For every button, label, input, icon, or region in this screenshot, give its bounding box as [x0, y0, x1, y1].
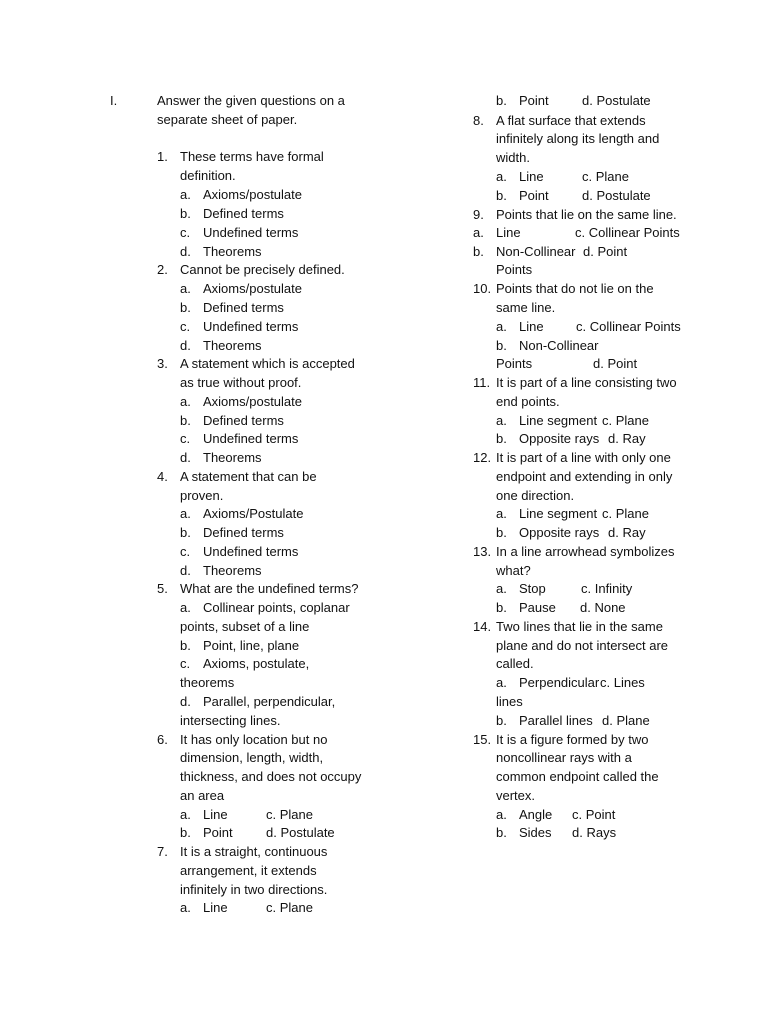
choice-letter: d.: [180, 450, 191, 465]
question-number: 14.: [473, 619, 492, 634]
left-column-line: definition.: [180, 168, 236, 183]
right-column-line: Two lines that lie in the same: [496, 619, 663, 634]
right-column-line: Point: [519, 93, 549, 108]
left-column-line: intersecting lines.: [180, 713, 281, 728]
right-column-line: Line: [519, 169, 544, 184]
right-column-line: A flat surface that extends: [496, 113, 646, 128]
right-column-line: Stop: [519, 581, 546, 596]
left-column-line: Undefined terms: [203, 319, 299, 334]
left-column-line: thickness, and does not occupy: [180, 769, 362, 784]
choice-letter: a.: [496, 807, 507, 822]
right-column-line: called.: [496, 656, 534, 671]
right-column-line: lines: [496, 694, 523, 709]
left-column-line: Defined terms: [203, 525, 284, 540]
left-column-line: dimension, length, width,: [180, 750, 324, 765]
question-number: 12.: [473, 450, 492, 465]
inline-choice: d. Postulate: [582, 188, 651, 203]
choice-letter: a.: [496, 581, 507, 596]
left-column-line: proven.: [180, 488, 224, 503]
choice-letter: b.: [180, 825, 191, 840]
left-column-line: Defined terms: [203, 206, 284, 221]
left-column-line: points, subset of a line: [180, 619, 310, 634]
choice-letter: a.: [180, 807, 191, 822]
right-column-line: It is part of a line with only one: [496, 450, 671, 465]
inline-choice: c. Plane: [582, 169, 629, 184]
inline-choice: d. Postulate: [582, 93, 651, 108]
left-column-line: Theorems: [203, 244, 262, 259]
choice-letter: a.: [496, 169, 507, 184]
choice-letter: a.: [473, 225, 484, 240]
choice-letter: b.: [473, 244, 484, 259]
inline-choice: d. Ray: [608, 525, 646, 540]
question-number: 3.: [157, 356, 168, 371]
choice-letter: b.: [180, 300, 191, 315]
choice-letter: d.: [180, 338, 191, 353]
choice-letter: b.: [496, 188, 507, 203]
left-column-line: These terms have formal: [180, 149, 324, 164]
inline-choice: c. Lines: [600, 675, 645, 690]
choice-letter: b.: [496, 431, 507, 446]
inline-choice: d. Ray: [608, 431, 646, 446]
left-column-line: Line: [203, 807, 228, 822]
right-column-line: Points: [496, 356, 533, 371]
right-column-line: Line: [519, 319, 544, 334]
right-column-line: Opposite rays: [519, 525, 600, 540]
choice-letter: b.: [496, 713, 507, 728]
choice-letter: b.: [180, 206, 191, 221]
left-column-line: Collinear points, coplanar: [203, 600, 350, 615]
choice-letter: b.: [180, 413, 191, 428]
left-column-line: Theorems: [203, 563, 262, 578]
left-column-line: Theorems: [203, 450, 262, 465]
inline-choice: d. Postulate: [266, 825, 335, 840]
choice-letter: d.: [180, 244, 191, 259]
left-column-line: Axioms, postulate,: [203, 656, 310, 671]
left-column-line: It is a straight, continuous: [180, 844, 328, 859]
right-column-line: Pause: [519, 600, 556, 615]
inline-choice: c. Collinear Points: [576, 319, 681, 334]
right-column-line: vertex.: [496, 788, 536, 803]
inline-choice: c. Plane: [266, 900, 313, 915]
left-column-line: Axioms/postulate: [203, 187, 302, 202]
choice-letter: c.: [180, 319, 191, 334]
right-column-line: width.: [496, 150, 530, 165]
question-number: 5.: [157, 581, 168, 596]
left-column-line: Undefined terms: [203, 544, 299, 559]
instruction-line-2: separate sheet of paper.: [157, 112, 298, 127]
right-column-line: Non-Collinear: [496, 244, 576, 259]
right-column-line: Opposite rays: [519, 431, 600, 446]
right-column-line: Points that lie on the same line.: [496, 207, 677, 222]
left-column-line: Theorems: [203, 338, 262, 353]
choice-letter: a.: [180, 600, 191, 615]
section-numeral: I.: [110, 93, 118, 108]
left-column-line: infinitely in two directions.: [180, 882, 328, 897]
left-column-line: Point: [203, 825, 233, 840]
right-column-line: infinitely along its length and: [496, 131, 660, 146]
question-number: 6.: [157, 732, 168, 747]
left-column-line: Axioms/Postulate: [203, 506, 304, 521]
question-number: 13.: [473, 544, 492, 559]
right-column-line: In a line arrowhead symbolizes: [496, 544, 675, 559]
right-column-line: endpoint and extending in only: [496, 469, 673, 484]
right-column-line: noncollinear rays with a: [496, 750, 632, 765]
instruction-line-1: Answer the given questions on a: [157, 93, 345, 108]
left-column-line: A statement that can be: [180, 469, 317, 484]
left-column-line: It has only location but no: [180, 732, 328, 747]
left-column-line: What are the undefined terms?: [180, 581, 359, 596]
choice-letter: d.: [180, 563, 191, 578]
right-column-line: Point: [519, 188, 549, 203]
left-column-line: Defined terms: [203, 413, 284, 428]
choice-letter: c.: [180, 431, 191, 446]
left-column-line: Line: [203, 900, 228, 915]
left-column-line: Cannot be precisely defined.: [180, 262, 345, 277]
right-column-line: same line.: [496, 300, 556, 315]
right-column-line: Line: [496, 225, 521, 240]
choice-letter: a.: [180, 900, 191, 915]
inline-choice: c. Infinity: [581, 581, 633, 596]
inline-choice: d. Point: [593, 356, 638, 371]
left-column-line: Undefined terms: [203, 431, 299, 446]
choice-letter: b.: [496, 600, 507, 615]
right-column-line: Line segment: [519, 413, 598, 428]
left-column-line: arrangement, it extends: [180, 863, 317, 878]
left-column-line: Parallel, perpendicular,: [203, 694, 336, 709]
choice-letter: a.: [180, 281, 191, 296]
right-column-line: It is a figure formed by two: [496, 732, 649, 747]
left-column-line: theorems: [180, 675, 235, 690]
choice-letter: d.: [180, 694, 191, 709]
right-column-line: Perpendicular: [519, 675, 600, 690]
left-column-line: an area: [180, 788, 225, 803]
choice-letter: a.: [496, 319, 507, 334]
right-column-line: It is part of a line consisting two: [496, 375, 677, 390]
choice-letter: a.: [496, 506, 507, 521]
inline-choice: c. Point: [572, 807, 616, 822]
inline-choice: c. Collinear Points: [575, 225, 680, 240]
question-number: 9.: [473, 207, 484, 222]
inline-choice: d. Rays: [572, 825, 617, 840]
choice-letter: b.: [180, 525, 191, 540]
question-number: 1.: [157, 149, 168, 164]
choice-letter: c.: [180, 225, 191, 240]
right-column-line: common endpoint called the: [496, 769, 659, 784]
choice-letter: c.: [180, 656, 191, 671]
left-column-line: Axioms/postulate: [203, 394, 302, 409]
right-column-line: Points that do not lie on the: [496, 281, 654, 296]
inline-choice: d. Point: [583, 244, 628, 259]
left-column-line: A statement which is accepted: [180, 356, 355, 371]
inline-choice: d. None: [580, 600, 626, 615]
inline-choice: c. Plane: [266, 807, 313, 822]
question-number: 7.: [157, 844, 168, 859]
right-column-line: plane and do not intersect are: [496, 638, 669, 653]
choice-letter: b.: [496, 525, 507, 540]
inline-choice: d. Plane: [602, 713, 650, 728]
question-number: 11.: [473, 375, 491, 390]
choice-letter: b.: [180, 638, 191, 653]
left-column-line: Undefined terms: [203, 225, 299, 240]
question-number: 15.: [473, 732, 492, 747]
choice-letter: b.: [496, 825, 507, 840]
right-column-line: Parallel lines: [519, 713, 593, 728]
choice-letter: c.: [180, 544, 191, 559]
choice-letter: a.: [180, 187, 191, 202]
right-column-line: Line segment: [519, 506, 598, 521]
right-column-line: Non-Collinear: [519, 338, 599, 353]
choice-letter: b.: [496, 93, 507, 108]
inline-choice: c. Plane: [602, 506, 649, 521]
right-column-line: Points: [496, 262, 533, 277]
choice-letter: a.: [180, 394, 191, 409]
right-column-line: end points.: [496, 394, 560, 409]
choice-letter: b.: [496, 338, 507, 353]
question-number: 8.: [473, 113, 484, 128]
choice-letter: a.: [496, 675, 507, 690]
left-column-line: Point, line, plane: [203, 638, 300, 653]
question-number: 2.: [157, 262, 168, 277]
choice-letter: a.: [180, 506, 191, 521]
right-column-line: Sides: [519, 825, 552, 840]
right-column-line: what?: [496, 563, 531, 578]
right-column-line: Angle: [519, 807, 553, 822]
left-column-line: Axioms/postulate: [203, 281, 302, 296]
question-number: 4.: [157, 469, 168, 484]
left-column-line: Defined terms: [203, 300, 284, 315]
question-number: 10.: [473, 281, 492, 296]
right-column-line: one direction.: [496, 488, 575, 503]
choice-letter: a.: [496, 413, 507, 428]
inline-choice: c. Plane: [602, 413, 649, 428]
left-column-line: as true without proof.: [180, 375, 302, 390]
